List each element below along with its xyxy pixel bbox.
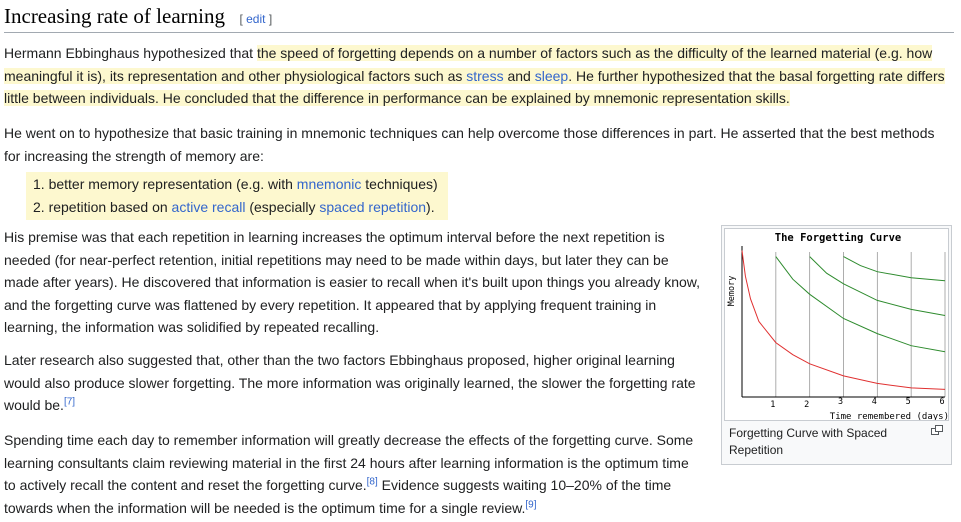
item1-tail: techniques) (361, 176, 438, 192)
item2-tail: ). (426, 199, 435, 215)
p1-intro: Hermann Ebbinghaus hypothesized that (4, 45, 257, 61)
figure-thumbnail (721, 225, 952, 465)
p4-text: Later research also suggested that, other than the two factors Ebbinghaus proposed, higher original learning would also produce slower forgetting. The more information was originally learned, the slower the forgetting rate would be. (4, 352, 696, 413)
section-heading (4, 2, 954, 33)
series-line-4 (844, 257, 946, 281)
section-title: Increasing rate of learning (4, 4, 225, 28)
p5-text-a: Spending time each day to remember information will greatly decrease the effects of the forgetting curve. Some learning consultants claim reviewing material in the first 24 hours after learning information is the optimum time to actively recall the content and reset the forgetting curve. (4, 432, 694, 493)
forgetting-curve-image[interactable] (724, 228, 949, 421)
series-line-2 (776, 257, 945, 352)
x-axis-label: Time remembered (days) (829, 412, 948, 420)
forgetting-curve-chart (725, 229, 948, 420)
citation-7[interactable]: [7] (63, 396, 76, 408)
paragraph-1 (4, 42, 954, 110)
paragraph-2: He went on to hypothesize that basic training in mnemonic techniques can help overcome those differences in part. He asserted that the best methods for increasing the strength of memory are: (4, 125, 935, 164)
magnify-icon[interactable] (931, 425, 943, 435)
p1-text-b: the speed of forgetting depends on a number of factors such as the difficulty of the learned material (e.g. how meaningful it is), its representation and other physiological factors such as (4, 45, 933, 84)
chart-grid (776, 252, 945, 397)
paragraph-3: His premise was that each repetition in learning increases the optimum interval before the next repetition is needed (for near-perfect retention, initial repetitions may need to be made within days, but later they can be made after years). He discovered that information is easier to recall when it's built upon things you already know, and the forgetting curve was flattened by every repetition. It appeared that by applying frequent training in learning, the information was solidified by repeated recalling. (4, 229, 701, 335)
citation-9[interactable]: [9] (525, 498, 537, 510)
chart-title: The Forgetting Curve (774, 232, 902, 244)
x-tick-label: 3 (837, 397, 844, 407)
citation-8[interactable]: [8] (366, 476, 378, 488)
x-tick-label: 2 (804, 400, 810, 410)
p1-text-c: and (503, 67, 535, 84)
y-axis-label: Memory (727, 275, 737, 307)
item2-text: 2. repetition based on (33, 199, 172, 215)
x-tick-label: 1 (770, 400, 776, 410)
item1-text: 1. better memory representation (e.g. with (33, 176, 297, 192)
x-tick-label: 5 (905, 397, 911, 407)
item2-mid: (especially (245, 199, 320, 215)
list-item (33, 196, 435, 218)
spaced-repetition-link[interactable]: spaced repetition (319, 199, 427, 215)
chart-ticks (770, 397, 944, 410)
x-tick-label: 4 (871, 397, 877, 407)
list-item (33, 173, 438, 195)
methods-list (26, 172, 448, 220)
p1-text-d: . He further hypothesized that the basal forgetting rate differs little between individuals. He concluded that the difference in performance can be explained by mnemonic representation skills. (4, 67, 945, 106)
edit-bracket-close: ] (268, 12, 273, 26)
mnemonic-link[interactable]: mnemonic (296, 176, 362, 192)
paragraph-5 (4, 429, 704, 519)
paragraph-4 (4, 349, 704, 417)
x-tick-label: 6 (939, 397, 945, 407)
figure-caption: Forgetting Curve with Spaced Repetition (729, 426, 888, 457)
p5-text-b: Evidence suggests waiting 10–20% of the time towards when the information will be needed is the optimum time for a single review. (4, 477, 672, 516)
edit-link[interactable]: edit (246, 12, 266, 26)
edit-bracket-open: [ (239, 12, 243, 26)
edit-section (239, 12, 272, 26)
sleep-link[interactable]: sleep (534, 67, 569, 84)
active-recall-link[interactable]: active recall (171, 199, 246, 215)
stress-link[interactable]: stress (466, 67, 504, 84)
